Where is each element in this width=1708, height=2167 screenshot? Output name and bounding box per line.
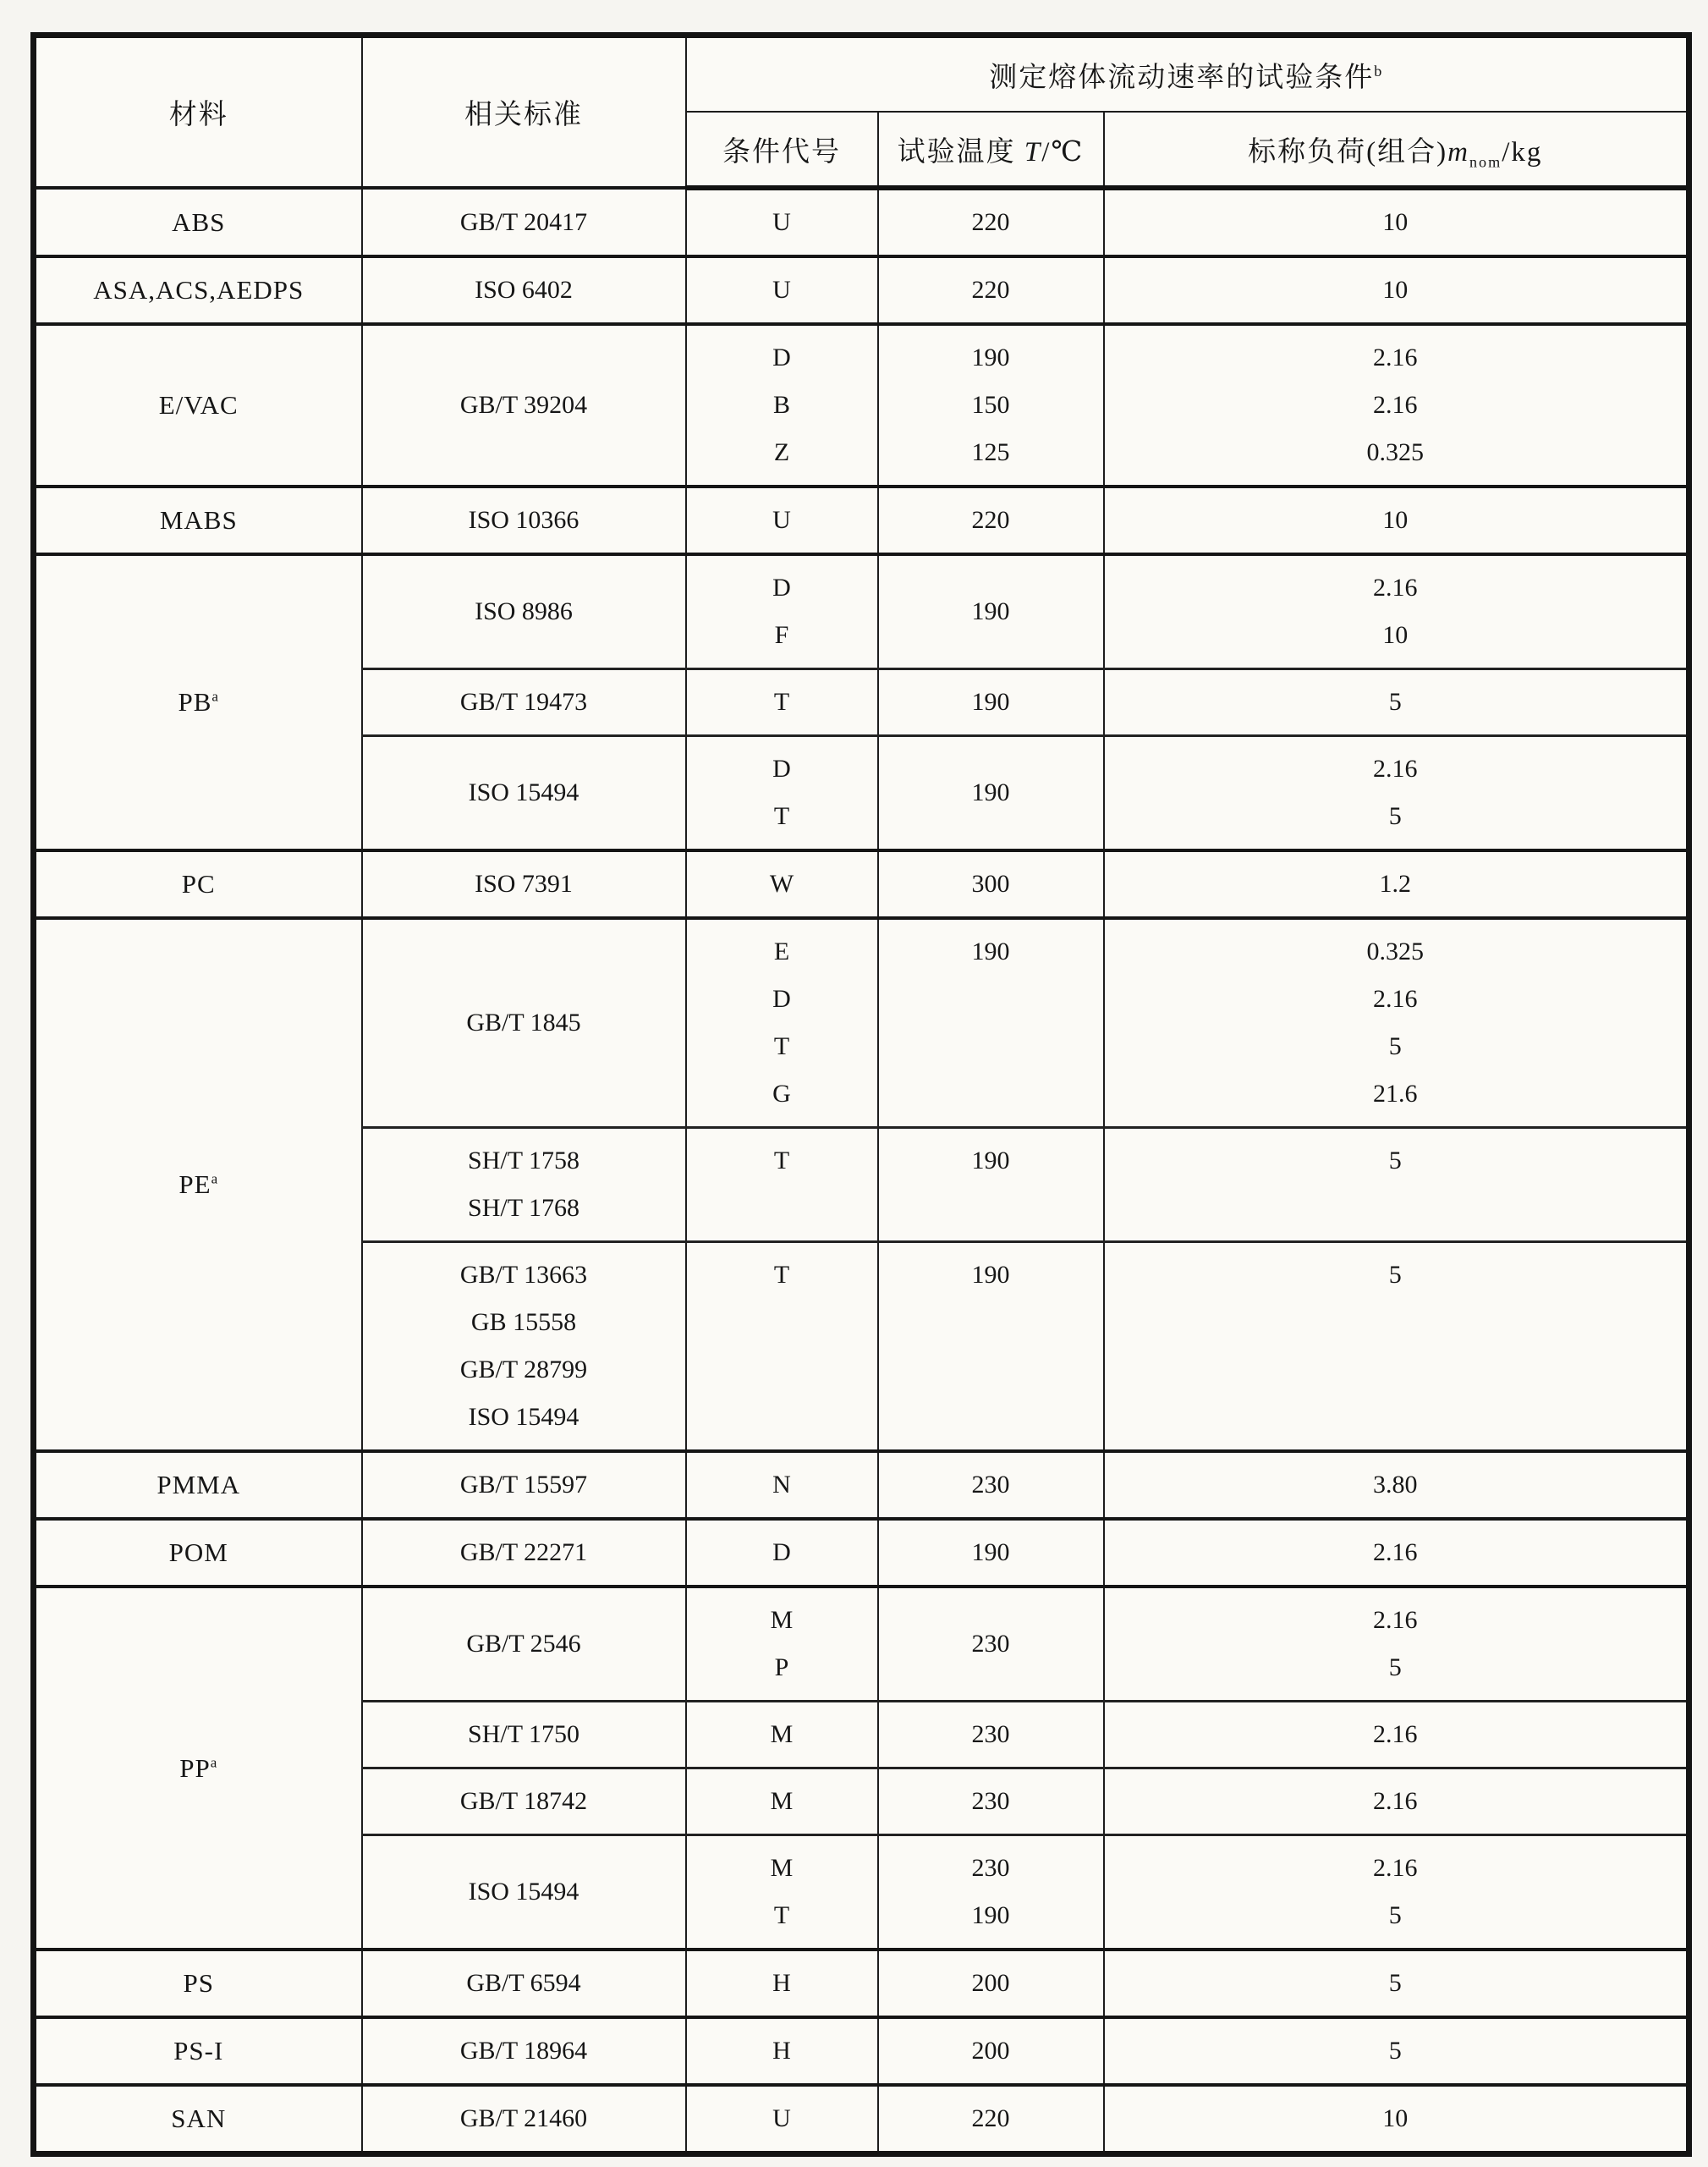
condition-code-cell [686, 669, 878, 736]
table-header [34, 36, 1689, 189]
cell-line: 220 [971, 506, 1010, 534]
temperature-cell [878, 2085, 1104, 2154]
table-row [34, 850, 1689, 918]
cell-line: D [772, 755, 791, 783]
material-cell [34, 850, 362, 918]
nominal-load-cell [1104, 669, 1689, 736]
cell-line: 5 [1388, 2037, 1402, 2065]
cell-line: 230 [971, 1630, 1010, 1658]
table-row [34, 487, 1689, 554]
cell-line: 2.16 [1373, 1606, 1418, 1634]
cell-line: D [772, 1538, 791, 1566]
material-cell [34, 256, 362, 324]
table-row [34, 188, 1689, 256]
table-row [34, 918, 1689, 1128]
temperature-cell [878, 1451, 1104, 1519]
material-label: ASA,ACS,AEDPS [93, 275, 305, 305]
standard-cell [362, 188, 686, 256]
cell-line: 5 [1388, 1969, 1402, 1997]
cell-line: 10 [1382, 276, 1409, 304]
cell-line: SH/T 1768 [468, 1194, 579, 1222]
cell-line: T [773, 1032, 790, 1060]
condition-code-cell [686, 918, 878, 1128]
table-row [34, 256, 1689, 324]
temperature-cell [878, 1768, 1104, 1835]
temperature-cell [878, 736, 1104, 851]
cell-line: 2.16 [1373, 391, 1418, 419]
condition-code-cell [686, 1519, 878, 1587]
standard-cell [362, 2017, 686, 2085]
condition-code-cell [686, 1587, 878, 1702]
cell-line: 0.325 [1366, 438, 1424, 466]
cell-line: D [772, 985, 791, 1013]
melt-flow-rate-test-conditions-table [30, 32, 1692, 2157]
material-label: ABS [172, 206, 226, 237]
cell-line: SH/T 1758 [468, 1147, 579, 1174]
nominal-load-cell [1104, 1519, 1689, 1587]
cell-line: 2.16 [1373, 1854, 1418, 1882]
cell-line: 190 [971, 938, 1010, 965]
standard-cell [362, 1519, 686, 1587]
cell-line: 10 [1382, 506, 1409, 534]
cell-line: D [772, 574, 791, 602]
cell-line: GB/T 15597 [459, 1471, 588, 1499]
cell-line: 300 [971, 870, 1010, 898]
cell-line: T [773, 1261, 790, 1289]
footnote-b-marker: b [1374, 62, 1384, 80]
condition-code-cell [686, 1128, 878, 1242]
temperature-cell [878, 669, 1104, 736]
cell-line: M [770, 1787, 794, 1815]
cell-line: M [770, 1854, 794, 1882]
standard-cell [362, 850, 686, 918]
nominal-load-cell [1104, 256, 1689, 324]
material-cell [34, 324, 362, 487]
material-cell [34, 1451, 362, 1519]
standard-cell [362, 736, 686, 851]
cell-line: G [772, 1080, 791, 1108]
condition-code-cell [686, 2017, 878, 2085]
temperature-cell [878, 1950, 1104, 2017]
nominal-load-cell [1104, 1702, 1689, 1768]
cell-line: ISO 15494 [468, 1878, 579, 1906]
cell-line: U [772, 506, 791, 534]
cell-line: T [773, 1147, 790, 1174]
cell-line: ISO 8986 [475, 597, 573, 625]
cell-line: 10 [1382, 621, 1409, 649]
material-label: PP [179, 1752, 211, 1783]
temperature-cell [878, 850, 1104, 918]
cell-line: 2.16 [1373, 755, 1418, 783]
condition-code-cell [686, 188, 878, 256]
cell-line: 220 [971, 2104, 1010, 2132]
material-label: PC [181, 869, 216, 899]
condition-code-cell [686, 736, 878, 851]
cell-line: GB/T 18964 [459, 2037, 588, 2065]
nominal-load-cell [1104, 736, 1689, 851]
standard-cell [362, 918, 686, 1128]
table-row [34, 1950, 1689, 2017]
cell-line: T [773, 802, 790, 830]
temperature-cell [878, 324, 1104, 487]
cell-line: 230 [971, 1787, 1010, 1815]
standard-cell [362, 1835, 686, 1950]
cell-line: GB/T 21460 [459, 2104, 588, 2132]
condition-code-cell [686, 2085, 878, 2154]
condition-code-cell [686, 850, 878, 918]
material-cell [34, 1587, 362, 1950]
cell-line: 3.80 [1373, 1471, 1418, 1499]
cell-line: 220 [971, 208, 1010, 236]
condition-code-cell [686, 1451, 878, 1519]
cell-line: U [772, 276, 791, 304]
cell-line: GB/T 28799 [459, 1356, 588, 1383]
cell-line: GB/T 6594 [466, 1969, 581, 1997]
standard-cell [362, 669, 686, 736]
standard-cell [362, 2085, 686, 2154]
cell-line: GB/T 1845 [466, 1009, 581, 1037]
material-label: POM [168, 1537, 228, 1567]
cell-line: GB/T 20417 [459, 207, 588, 236]
nominal-load-cell [1104, 1128, 1689, 1242]
footnote-a-marker: a [211, 1170, 219, 1187]
cell-line: ISO 7391 [475, 870, 573, 898]
material-label: MABS [159, 505, 238, 535]
header-condition-code: 条件代号 [686, 112, 878, 188]
material-cell [34, 1950, 362, 2017]
cell-line: 200 [971, 1969, 1010, 1997]
cell-line: GB/T 18742 [459, 1787, 588, 1815]
standard-cell [362, 256, 686, 324]
cell-line: U [772, 2104, 791, 2132]
cell-line: GB/T 22271 [459, 1538, 588, 1566]
header-test-conditions-group [686, 36, 1689, 113]
condition-code-cell [686, 1242, 878, 1452]
cell-line: 190 [971, 344, 1010, 371]
condition-code-cell [686, 554, 878, 669]
cell-line: 10 [1382, 2104, 1409, 2132]
cell-line: ISO 10366 [468, 506, 579, 534]
nominal-load-cell [1104, 2085, 1689, 2154]
cell-line: B [772, 391, 790, 419]
cell-line: GB/T 19473 [459, 688, 588, 716]
table-row [34, 1519, 1689, 1587]
temperature-cell [878, 1242, 1104, 1452]
cell-line: ISO 15494 [468, 778, 579, 806]
material-label: PMMA [157, 1470, 241, 1499]
table-row [34, 2017, 1689, 2085]
header-test-conditions-label: 测定熔体流动速率的试验条件 [989, 62, 1375, 93]
cell-line: 2.16 [1373, 985, 1418, 1013]
material-label: SAN [171, 2104, 227, 2133]
cell-line: 230 [971, 1720, 1010, 1748]
cell-line: 2.16 [1373, 1787, 1418, 1815]
condition-code-cell [686, 1702, 878, 1768]
condition-code-cell [686, 1950, 878, 2017]
standard-cell [362, 324, 686, 487]
cell-line: 190 [971, 1147, 1010, 1174]
cell-line: H [772, 1969, 791, 1997]
temperature-cell [878, 1835, 1104, 1950]
temperature-cell [878, 1587, 1104, 1702]
material-cell [34, 188, 362, 256]
cell-line: GB/T 2546 [466, 1630, 581, 1658]
condition-code-cell [686, 1835, 878, 1950]
cell-line: T [773, 1901, 790, 1929]
cell-line: 190 [971, 1538, 1010, 1566]
material-cell [34, 487, 362, 554]
cell-line: 5 [1388, 802, 1402, 830]
standard-cell [362, 1587, 686, 1702]
temperature-cell [878, 256, 1104, 324]
cell-line: E [773, 938, 790, 965]
material-cell [34, 1519, 362, 1587]
cell-line: Z [773, 438, 790, 466]
cell-line: GB/T 39204 [459, 391, 588, 419]
temperature-cell [878, 1702, 1104, 1768]
header-nominal-load: 标称负荷(组合)$m_{nom}/kg$ [1104, 112, 1689, 188]
nominal-load-cell [1104, 850, 1689, 918]
nominal-load-cell [1104, 324, 1689, 487]
cell-line: 5 [1388, 1653, 1402, 1681]
cell-line: 230 [971, 1471, 1010, 1499]
table-row [34, 1587, 1689, 1702]
cell-line: 125 [971, 438, 1010, 466]
table-row [34, 324, 1689, 487]
condition-code-cell [686, 487, 878, 554]
standard-cell [362, 1128, 686, 1242]
nominal-load-cell [1104, 1451, 1689, 1519]
cell-line: GB 15558 [470, 1308, 577, 1336]
cell-line: 2.16 [1373, 344, 1418, 371]
cell-line: 190 [971, 597, 1010, 625]
header-test-temperature: 试验温度 T/℃ [878, 112, 1104, 188]
cell-line: 230 [971, 1854, 1010, 1882]
standard-cell [362, 487, 686, 554]
cell-line: D [772, 344, 791, 371]
nominal-load-cell [1104, 918, 1689, 1128]
table-body [34, 188, 1689, 2154]
cell-line: 190 [971, 1901, 1010, 1929]
cell-line: 0.325 [1366, 938, 1424, 965]
footnote-a-marker: a [211, 688, 219, 705]
cell-line: 190 [971, 688, 1010, 716]
nominal-load-cell [1104, 1587, 1689, 1702]
cell-line: P [774, 1653, 789, 1681]
material-label: PE [178, 1169, 211, 1199]
header-material: 材料 [34, 36, 362, 189]
temperature-cell [878, 188, 1104, 256]
cell-line: 2.16 [1373, 1720, 1418, 1748]
nominal-load-cell [1104, 1950, 1689, 2017]
temperature-cell [878, 918, 1104, 1128]
cell-line: 1.2 [1379, 870, 1411, 898]
table-row [34, 554, 1689, 669]
cell-line: SH/T 1750 [468, 1720, 579, 1748]
table-row [34, 2085, 1689, 2154]
standard-cell [362, 1768, 686, 1835]
temperature-cell [878, 1128, 1104, 1242]
cell-line: 190 [971, 1261, 1010, 1289]
temperature-cell [878, 487, 1104, 554]
condition-code-cell [686, 1768, 878, 1835]
cell-line: 190 [971, 778, 1010, 806]
cell-line: 220 [971, 276, 1010, 304]
standard-cell [362, 554, 686, 669]
material-label: E/VAC [158, 390, 239, 420]
cell-line: GB/T 13663 [459, 1261, 588, 1289]
standard-cell [362, 1451, 686, 1519]
cell-line: 200 [971, 2037, 1010, 2065]
cell-line: ISO 15494 [468, 1403, 579, 1431]
table-row [34, 1451, 1689, 1519]
material-cell [34, 2017, 362, 2085]
cell-line: W [769, 870, 794, 898]
material-label: PS [183, 1968, 214, 1998]
cell-line: 5 [1388, 688, 1402, 716]
nominal-load-cell [1104, 188, 1689, 256]
material-cell [34, 918, 362, 1451]
cell-line: F [774, 621, 789, 649]
header-standard: 相关标准 [362, 36, 686, 189]
standard-cell [362, 1242, 686, 1452]
cell-line: U [772, 208, 791, 236]
temperature-cell [878, 1519, 1104, 1587]
cell-line: ISO 6402 [475, 276, 573, 304]
cell-line: 5 [1388, 1901, 1402, 1929]
condition-code-cell [686, 256, 878, 324]
condition-code-cell [686, 324, 878, 487]
cell-line: 2.16 [1373, 1538, 1418, 1566]
cell-line: 2.16 [1373, 574, 1418, 602]
cell-line: 5 [1388, 1261, 1402, 1289]
temperature-cell [878, 2017, 1104, 2085]
temperature-cell [878, 554, 1104, 669]
header-row-top [34, 36, 1689, 113]
material-label: PB [178, 687, 212, 717]
material-cell [34, 2085, 362, 2154]
cell-line: 150 [971, 391, 1010, 419]
standard-cell [362, 1702, 686, 1768]
cell-line: 5 [1388, 1032, 1402, 1060]
cell-line: N [772, 1471, 791, 1499]
cell-line: 10 [1382, 208, 1409, 236]
footnote-a-marker: a [210, 1754, 218, 1771]
cell-line: T [773, 688, 790, 716]
nominal-load-cell [1104, 2017, 1689, 2085]
standard-cell [362, 1950, 686, 2017]
nominal-load-cell [1104, 554, 1689, 669]
cell-line: M [770, 1720, 794, 1748]
cell-line: 21.6 [1373, 1080, 1418, 1108]
material-cell [34, 554, 362, 850]
material-label: PS-I [173, 2036, 224, 2065]
nominal-load-cell [1104, 1835, 1689, 1950]
cell-line: M [770, 1606, 794, 1634]
nominal-load-cell [1104, 487, 1689, 554]
nominal-load-cell [1104, 1242, 1689, 1452]
nominal-load-cell [1104, 1768, 1689, 1835]
cell-line: 5 [1388, 1147, 1402, 1174]
cell-line: H [772, 2037, 791, 2065]
